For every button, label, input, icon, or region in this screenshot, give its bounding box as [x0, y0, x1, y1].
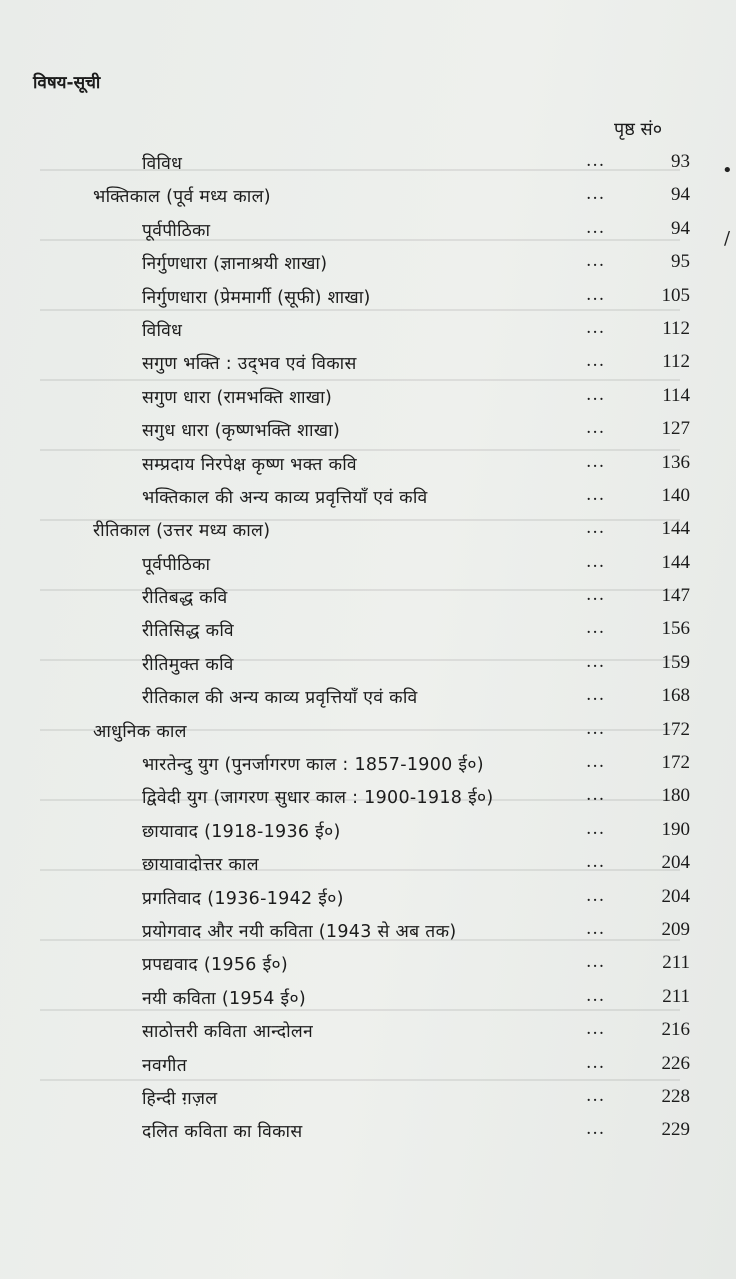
toc-section-entry: [0, 514, 736, 547]
toc-subsection-entry: [0, 948, 736, 981]
toc-page-number: 204: [661, 852, 690, 874]
toc-subsection-entry: [0, 448, 736, 481]
toc-page-number: 144: [661, 518, 690, 540]
toc-subsection-entry: [0, 614, 736, 647]
toc-section-entry: [0, 715, 736, 748]
toc-page-number: 204: [661, 885, 690, 907]
toc-leader-dots: ...: [586, 251, 606, 272]
toc-page-number: 180: [661, 785, 690, 807]
toc-entry-title: विविध: [142, 154, 183, 174]
toc-page-number: 105: [661, 284, 690, 306]
toc-page-number: 140: [661, 484, 690, 506]
toc-leader-dots: ...: [586, 151, 606, 171]
toc-entry-title: सगुण धारा (रामभक्ति शाखा): [142, 387, 333, 408]
toc-entry-title: रीतिसिद्ध कवि: [142, 621, 234, 642]
toc-leader-dots: ...: [586, 585, 606, 606]
toc-page-number: 93: [671, 151, 690, 172]
toc-entry-title: सगुध धारा (कृष्णभक्ति शाखा): [142, 421, 341, 442]
toc-entry-title: निर्गुणधारा (ज्ञानाश्रयी शाखा): [142, 254, 328, 275]
toc-leader-dots: ...: [586, 918, 606, 939]
toc-page-number: 216: [661, 1019, 690, 1041]
toc-subsection-entry: [0, 882, 736, 915]
toc-leader-dots: ...: [586, 618, 606, 639]
toc-leader-dots: ...: [586, 651, 606, 672]
toc-leader-dots: ...: [586, 418, 606, 439]
toc-entry-title: द्विवेदी युग (जागरण सुधार काल : 1900-1918 ई०): [142, 788, 494, 809]
toc-entry-title: रीतिमुक्त कवि: [142, 654, 234, 675]
toc-subsection-entry: [0, 481, 736, 514]
toc-entry-title: छायावाद (1918-1936 ई०): [142, 821, 341, 842]
toc-leader-dots: ...: [586, 885, 606, 906]
toc-leader-dots: ...: [586, 952, 606, 973]
toc-leader-dots: ...: [586, 1085, 606, 1106]
toc-leader-dots: ...: [586, 317, 606, 338]
toc-page-number: 228: [661, 1085, 690, 1107]
toc-page-number: 229: [661, 1119, 690, 1141]
toc-entry-title: आधुनिक काल: [93, 721, 187, 742]
toc-leader-dots: ...: [586, 184, 606, 205]
toc-entry-title: नयी कविता (1954 ई०): [142, 988, 306, 1009]
toc-entry-title: विविध: [142, 320, 183, 341]
toc-subsection-entry: [0, 781, 736, 814]
toc-page-number: 159: [661, 651, 690, 673]
toc-subsection-entry: [0, 214, 736, 247]
toc-subsection-entry: [0, 915, 736, 948]
toc-leader-dots: ...: [586, 752, 606, 773]
toc-leader-dots: ...: [586, 718, 606, 739]
toc-leader-dots: ...: [586, 1119, 606, 1140]
toc-subsection-entry: [0, 815, 736, 848]
toc-page-number: 168: [661, 685, 690, 707]
toc-page-number: 211: [662, 952, 690, 974]
toc-page-number: 190: [661, 818, 690, 840]
toc-page-number: 114: [662, 384, 690, 406]
page-header: विषय-सूची: [33, 73, 101, 93]
toc-subsection-entry: [0, 581, 736, 614]
toc-subsection-entry: [0, 681, 736, 714]
toc-entry-title: छायावादोत्तर काल: [142, 855, 259, 876]
toc-page-number: 144: [661, 551, 690, 573]
toc-page-number: 156: [661, 618, 690, 640]
toc-subsection-entry: [0, 648, 736, 681]
toc-entry-title: प्रगतिवाद (1936-1942 ई०): [142, 888, 344, 909]
toc-subsection-entry: [0, 281, 736, 314]
table-of-contents: [0, 147, 736, 1149]
toc-page-number: 94: [671, 184, 690, 206]
toc-leader-dots: ...: [586, 818, 606, 839]
toc-subsection-entry: [0, 548, 736, 581]
toc-leader-dots: ...: [586, 685, 606, 706]
toc-leader-dots: ...: [586, 1019, 606, 1040]
toc-entry-title: दलित कविता का विकास: [142, 1122, 303, 1143]
toc-page-number: 172: [661, 718, 690, 740]
toc-leader-dots: ...: [586, 484, 606, 505]
toc-page-number: 94: [671, 217, 690, 239]
toc-entry-title: नवगीत: [142, 1055, 188, 1076]
toc-page-number: 112: [662, 317, 690, 339]
toc-section-entry: [0, 180, 736, 213]
toc-entry-title: प्रयोगवाद और नयी कविता (1943 से अब तक): [142, 921, 457, 942]
toc-leader-dots: ...: [586, 451, 606, 472]
toc-subsection-entry: [0, 1115, 736, 1148]
toc-entry-title: भक्तिकाल की अन्य काव्य प्रवृत्तियाँ एवं कवि: [142, 487, 428, 508]
toc-page-number: 211: [662, 985, 690, 1007]
toc-subsection-entry: [0, 147, 736, 180]
toc-subsection-entry: [0, 982, 736, 1015]
toc-entry-title: प्रपद्यवाद (1956 ई०): [142, 955, 288, 976]
toc-page-number: 136: [661, 451, 690, 473]
toc-subsection-entry: [0, 748, 736, 781]
toc-page-number: 95: [671, 251, 690, 273]
toc-page-number: 147: [661, 585, 690, 607]
toc-page-number: 226: [661, 1052, 690, 1074]
toc-entry-title: रीतिकाल की अन्य काव्य प्रवृत्तियाँ एवं कवि: [142, 688, 418, 709]
toc-entry-title: रीतिबद्ध कवि: [142, 588, 228, 609]
toc-page-number: 209: [661, 918, 690, 940]
toc-entry-title: रीतिकाल (उत्तर मध्य काल): [93, 521, 271, 542]
toc-subsection-entry: [0, 1082, 736, 1115]
margin-mark: •: [722, 160, 733, 181]
toc-entry-title: भक्तिकाल (पूर्व मध्य काल): [93, 187, 271, 208]
toc-page-number: 112: [662, 351, 690, 373]
toc-subsection-entry: [0, 1049, 736, 1082]
toc-leader-dots: ...: [586, 351, 606, 372]
toc-page-number: 127: [661, 418, 690, 440]
toc-entry-title: भारतेन्दु युग (पुनर्जागरण काल : 1857-1900 ई०): [142, 755, 484, 776]
toc-page-number: 172: [661, 752, 690, 774]
toc-leader-dots: ...: [586, 284, 606, 305]
toc-entry-title: सगुण भक्ति : उद्‌भव एवं विकास: [142, 354, 357, 375]
toc-leader-dots: ...: [586, 551, 606, 572]
toc-subsection-entry: [0, 314, 736, 347]
toc-leader-dots: ...: [586, 852, 606, 873]
toc-entry-title: पूर्वपीठिका: [142, 554, 211, 575]
toc-leader-dots: ...: [586, 1052, 606, 1073]
toc-entry-title: साठोत्तरी कविता आन्दोलन: [142, 1022, 314, 1043]
toc-entry-title: सम्प्रदाय निरपेक्ष कृष्ण भक्त कवि: [142, 454, 357, 475]
toc-subsection-entry: [0, 247, 736, 280]
toc-entry-title: हिन्दी ग़ज़ल: [142, 1088, 218, 1109]
toc-leader-dots: ...: [586, 785, 606, 806]
toc-subsection-entry: [0, 414, 736, 447]
toc-entry-title: निर्गुणधारा (प्रेममार्गी (सूफी) शाखा): [142, 287, 371, 308]
toc-subsection-entry: [0, 347, 736, 380]
margin-mark: /: [724, 228, 731, 249]
toc-leader-dots: ...: [586, 384, 606, 405]
toc-entry-title: पूर्वपीठिका: [142, 220, 211, 241]
toc-leader-dots: ...: [586, 217, 606, 238]
toc-leader-dots: ...: [586, 518, 606, 539]
toc-subsection-entry: [0, 381, 736, 414]
toc-subsection-entry: [0, 848, 736, 881]
page-number-column-heading: पृष्ठ सं०: [614, 119, 663, 140]
toc-subsection-entry: [0, 1015, 736, 1048]
toc-leader-dots: ...: [586, 985, 606, 1006]
